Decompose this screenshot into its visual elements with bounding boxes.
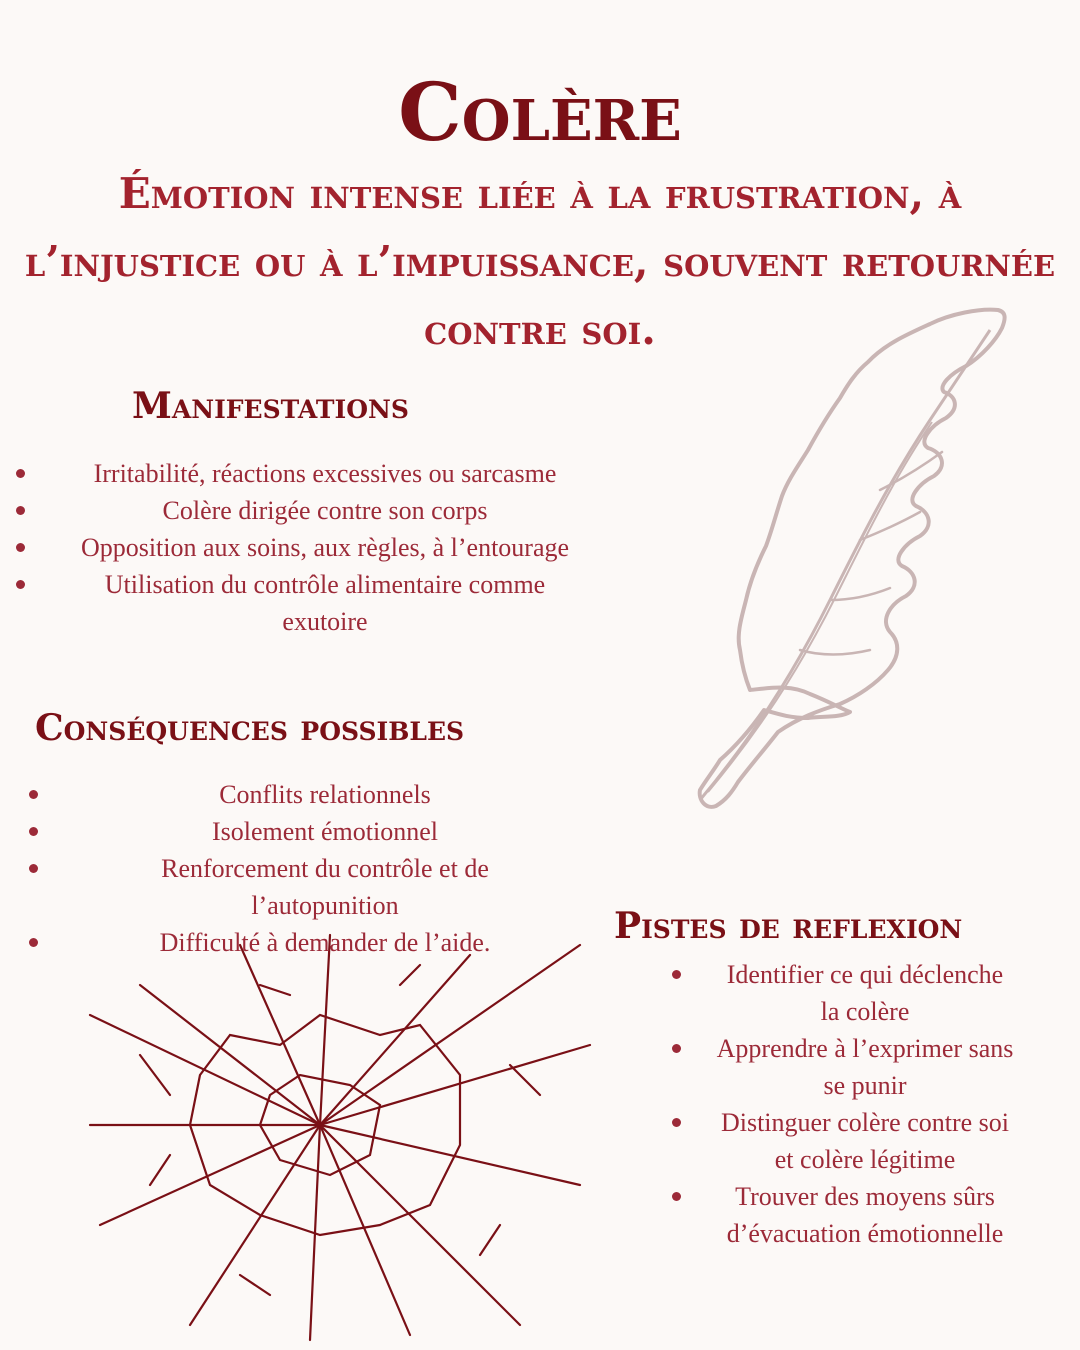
bullet-icon [16,580,25,589]
bullet-icon [29,827,38,836]
list-item-text: Opposition aux soins, aux règles, à l’entourage [80,533,570,562]
broken-glass-icon [80,925,600,1345]
page-title: Colère [398,65,682,159]
list-item [0,566,610,640]
list-item-text: Renforcement du contrôle et de l’autopunition [161,854,489,920]
list-item [0,492,610,529]
list-item-text: Irritabilité, réactions excessives ou sarcasme [93,459,557,488]
feather-icon [680,300,1020,820]
consequences-list [0,776,600,961]
section-heading-consequences: Conséquences possibles [35,707,465,749]
list-item-text: Utilisation du contrôle alimentaire comme exutoire [104,570,546,636]
bullet-icon [16,543,25,552]
list-item-text: Apprendre à l’exprimer sans se punir [716,1034,1014,1100]
list-item [0,776,600,813]
list-item-text: Trouver des moyens sûrs d’évacuation émotionnelle [726,1182,1004,1248]
bullet-icon [672,1118,681,1127]
bullet-icon [672,1192,681,1201]
page-subtitle: Émotion intense liée à la frustration, à l’injustice ou à l’impuissance, souvent retournée contre soi. [24,169,1056,354]
pistes-list [660,956,1060,1252]
list-item [0,455,610,492]
bullet-icon [16,469,25,478]
bullet-icon [29,938,38,947]
list-item-text: Identifier ce qui déclenche la colère [726,960,1004,1026]
list-item-text: Difficulté à demander de l’aide. [159,928,491,957]
list-item-text: Isolement émotionnel [211,817,438,846]
list-item [660,956,1040,1030]
bullet-icon [672,970,681,979]
bullet-icon [672,1044,681,1053]
bullet-icon [29,864,38,873]
list-item [0,924,600,961]
list-item [0,813,600,850]
list-item [660,1030,1040,1104]
bullet-icon [29,790,38,799]
section-heading-pistes: Pistes de reflexion [614,905,963,947]
list-item-text: Conflits relationnels [219,780,431,809]
list-item [0,529,610,566]
bullet-icon [16,506,25,515]
list-item [660,1104,1040,1178]
section-heading-manifestations: Manifestations [132,385,409,427]
list-item [660,1178,1040,1252]
list-item [0,850,600,924]
list-item-text: Distinguer colère contre soi et colère légitime [720,1108,1010,1174]
list-item-text: Colère dirigée contre son corps [162,496,488,525]
manifestations-list [0,455,650,640]
